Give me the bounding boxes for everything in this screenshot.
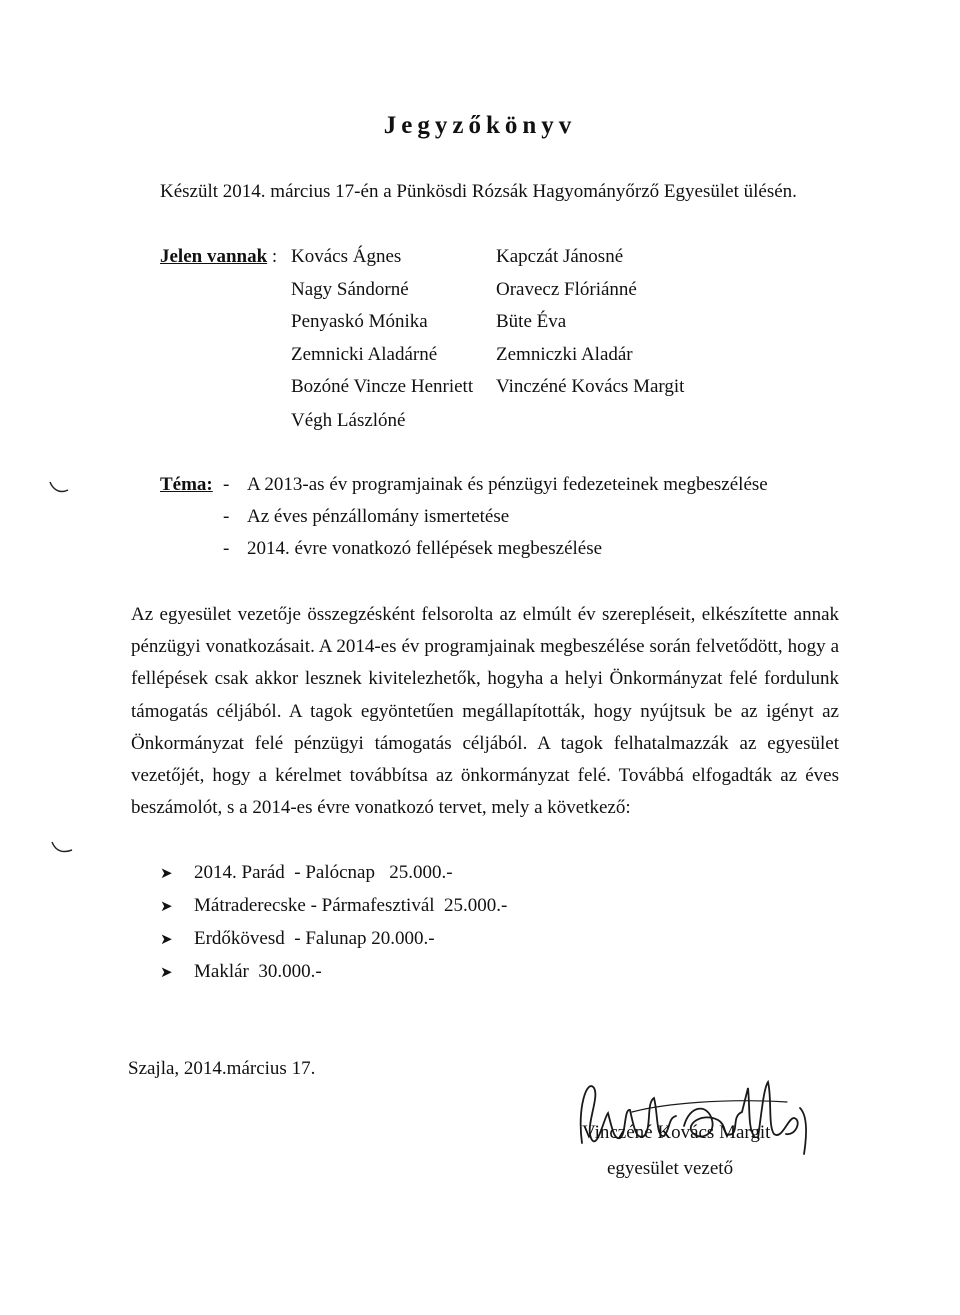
place-date: Szajla, 2014.március 17. — [128, 1058, 316, 1079]
plan-item: ➤ Erdőkövesd - Falunap 20.000.- — [160, 928, 435, 949]
attendee-name: Kapczát Jánosné — [496, 246, 624, 267]
signature-role: egyesület vezető — [607, 1158, 734, 1179]
attendee-name: Bozóné Vincze Henriett — [291, 376, 474, 397]
arrow-bullet-icon: ➤ — [160, 932, 173, 948]
attendees-colon: : — [271, 246, 278, 267]
signature-name: Vinczéné Kovács Margit — [582, 1122, 771, 1143]
hole-punch-mark — [48, 480, 70, 496]
attendee-name: Zemnicki Aladárné — [291, 344, 438, 365]
topic-dash: - — [223, 474, 230, 495]
topic-item: 2014. évre vonatkozó fellépések megbeszélése — [247, 538, 603, 559]
attendees-label: Jelen vannak — [160, 246, 268, 267]
attendees-heading — [160, 246, 277, 268]
attendee-name: Zemniczki Aladár — [496, 344, 633, 365]
topic-item: Az éves pénzállomány ismertetése — [247, 506, 510, 527]
arrow-bullet-icon: ➤ — [160, 965, 173, 981]
attendee-name: Nagy Sándorné — [291, 279, 409, 300]
plan-item: ➤ 2014. Parád - Palócnap 25.000.- — [160, 862, 453, 883]
intro-line: Készült 2014. március 17-én a Pünkösdi Rózsák Hagyományőrző Egyesület ülésén. — [160, 181, 797, 202]
attendee-name: Kovács Ágnes — [291, 246, 402, 267]
handwritten-signature — [572, 1068, 822, 1158]
hole-punch-mark — [50, 840, 74, 856]
arrow-bullet-icon: ➤ — [160, 899, 173, 915]
arrow-bullet-icon: ➤ — [160, 866, 173, 882]
topic-dash: - — [223, 506, 230, 527]
attendee-name: Végh Lászlóné — [291, 410, 406, 431]
attendee-name: Büte Éva — [496, 311, 567, 332]
topic-dash: - — [223, 538, 230, 559]
plan-item: ➤ Maklár 30.000.- — [160, 961, 322, 982]
document-title: Jegyzőkönyv — [383, 112, 577, 139]
body-paragraph: Az egyesület vezetője összegzésként felsorolta az elmúlt év szerepléseit, elkészítette annak pénzügyi vonatkozásait. A 2014-es év programjainak megbeszélése során felvetődött, hogy a fellépések csak akkor lesznek kivitelezhetők, hogyha a helyi Önkormányzat felé fordulunk támogatás céljából. A tagok egyöntetűen megállapították, hogy nyújtsuk be az igényt az Önkormányzat felé pénzügyi támogatás céljából. A tagok felhatalmazzák az egyesület vezetőjét, hogy a kérelmet továbbítsa az önkormányzat felé. Továbbá elfogadták az éves beszámolót, s a 2014-es évre vonatkozó tervet, mely a következő: — [131, 604, 839, 819]
plan-item: ➤ Mátraderecske - Pármafesztivál 25.000.- — [160, 895, 508, 916]
topic-item: A 2013-as év programjainak és pénzügyi fedezeteinek megbeszélése — [247, 474, 768, 495]
attendee-name: Vinczéné Kovács Margit — [496, 376, 685, 397]
attendee-name: Oravecz Flóriánné — [496, 279, 637, 300]
topic-label: Téma: — [160, 474, 213, 495]
attendee-name: Penyaskó Mónika — [291, 311, 428, 332]
